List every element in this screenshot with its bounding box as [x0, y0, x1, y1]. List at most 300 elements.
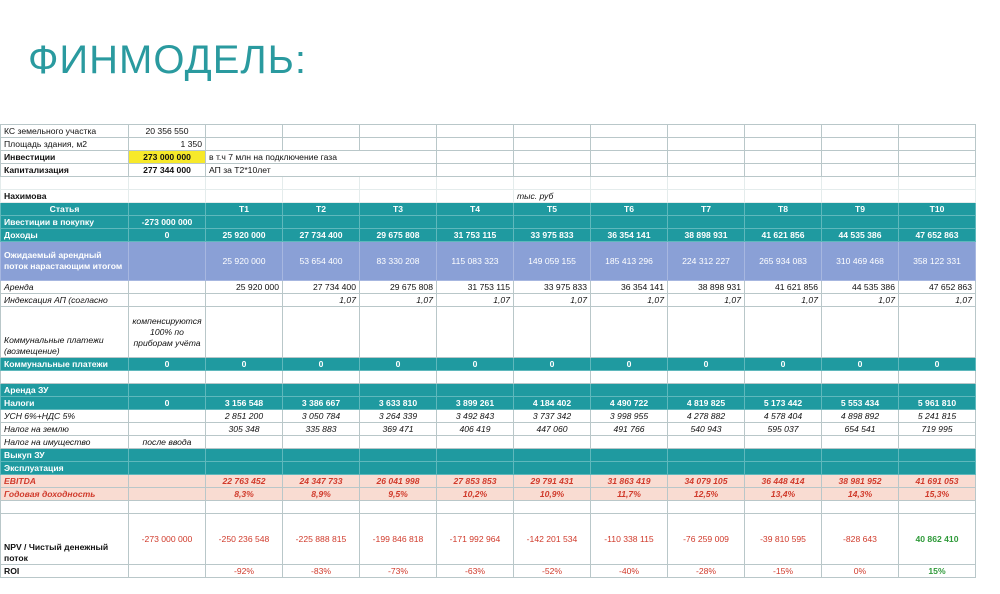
cell-value[interactable]: 8,9%: [283, 488, 360, 501]
empty-cell[interactable]: [514, 371, 591, 384]
cell-value[interactable]: 3 156 548: [206, 397, 283, 410]
empty-cell[interactable]: [437, 501, 514, 514]
empty-cell[interactable]: [899, 190, 976, 203]
cell-value[interactable]: 33 975 833: [514, 229, 591, 242]
cell-value[interactable]: 1,07: [514, 294, 591, 307]
empty-cell[interactable]: [129, 371, 206, 384]
header-period[interactable]: T10: [899, 203, 976, 216]
empty-cell[interactable]: [206, 501, 283, 514]
cell-value[interactable]: 1,07: [360, 294, 437, 307]
empty-cell[interactable]: [514, 462, 591, 475]
empty-cell[interactable]: [591, 462, 668, 475]
empty-cell[interactable]: [206, 462, 283, 475]
empty-cell[interactable]: [514, 164, 591, 177]
empty-cell[interactable]: [129, 423, 206, 436]
empty-cell[interactable]: [591, 138, 668, 151]
empty-cell[interactable]: [360, 307, 437, 358]
cell-value[interactable]: 47 652 863: [899, 281, 976, 294]
cell-value[interactable]: 0: [822, 358, 899, 371]
empty-cell[interactable]: [591, 216, 668, 229]
cell-value[interactable]: -199 846 818: [360, 514, 437, 565]
cell-value[interactable]: 13,4%: [745, 488, 822, 501]
empty-cell[interactable]: [668, 125, 745, 138]
cell-value[interactable]: 3 050 784: [283, 410, 360, 423]
cell-value[interactable]: -40%: [591, 565, 668, 578]
cell-value[interactable]: 2 851 200: [206, 410, 283, 423]
row-label[interactable]: Индексация АП (согласно: [1, 294, 129, 307]
empty-cell[interactable]: [283, 177, 360, 190]
row-label[interactable]: Выкуп ЗУ: [1, 449, 129, 462]
empty-cell[interactable]: [437, 164, 514, 177]
empty-cell[interactable]: [360, 436, 437, 449]
cell-value[interactable]: 25 920 000: [206, 229, 283, 242]
cell-value[interactable]: 0%: [822, 565, 899, 578]
empty-cell[interactable]: [437, 125, 514, 138]
empty-cell[interactable]: [745, 501, 822, 514]
cell-value[interactable]: 1,07: [591, 294, 668, 307]
empty-cell[interactable]: [591, 190, 668, 203]
empty-cell[interactable]: [822, 436, 899, 449]
empty-cell[interactable]: [360, 216, 437, 229]
cell-value[interactable]: 540 943: [668, 423, 745, 436]
cell-value[interactable]: 44 535 386: [822, 229, 899, 242]
cell-value[interactable]: 1,07: [745, 294, 822, 307]
empty-cell[interactable]: [899, 462, 976, 475]
empty-cell[interactable]: [668, 501, 745, 514]
empty-cell[interactable]: [745, 216, 822, 229]
cell-value[interactable]: 1 350: [129, 138, 206, 151]
cell-value[interactable]: 4 278 882: [668, 410, 745, 423]
cell-value[interactable]: -828 643: [822, 514, 899, 565]
cell-value[interactable]: 10,2%: [437, 488, 514, 501]
cell-value[interactable]: -250 236 548: [206, 514, 283, 565]
header-article[interactable]: Статья: [1, 203, 129, 216]
cell-value[interactable]: 447 060: [514, 423, 591, 436]
empty-cell[interactable]: [283, 462, 360, 475]
cell-note[interactable]: в т.ч 7 млн на подключение газа: [206, 151, 437, 164]
cell-value[interactable]: -39 810 595: [745, 514, 822, 565]
header-period[interactable]: T2: [283, 203, 360, 216]
cell-value[interactable]: -15%: [745, 565, 822, 578]
empty-cell[interactable]: [206, 371, 283, 384]
empty-cell[interactable]: [206, 436, 283, 449]
cell-value[interactable]: 10,9%: [514, 488, 591, 501]
empty-cell[interactable]: [822, 449, 899, 462]
empty-cell[interactable]: [668, 436, 745, 449]
empty-cell[interactable]: [899, 501, 976, 514]
empty-cell[interactable]: [514, 177, 591, 190]
empty-cell[interactable]: [745, 190, 822, 203]
empty-cell[interactable]: [591, 371, 668, 384]
empty-cell[interactable]: [668, 371, 745, 384]
cell-value[interactable]: 265 934 083: [745, 242, 822, 281]
empty-cell[interactable]: [1, 501, 129, 514]
empty-cell[interactable]: [745, 462, 822, 475]
cell-value[interactable]: 5 553 434: [822, 397, 899, 410]
cell-value[interactable]: 4 898 892: [822, 410, 899, 423]
cell-value[interactable]: -63%: [437, 565, 514, 578]
empty-cell[interactable]: [514, 138, 591, 151]
cell-value[interactable]: 0: [899, 358, 976, 371]
cell-value[interactable]: 53 654 400: [283, 242, 360, 281]
empty-cell[interactable]: [899, 177, 976, 190]
empty-cell[interactable]: [206, 177, 283, 190]
empty-cell[interactable]: [514, 307, 591, 358]
cell-value[interactable]: -92%: [206, 565, 283, 578]
empty-cell[interactable]: [129, 488, 206, 501]
cell-value[interactable]: 27 734 400: [283, 281, 360, 294]
row-label[interactable]: Налог на землю: [1, 423, 129, 436]
header-period[interactable]: T8: [745, 203, 822, 216]
cell-value[interactable]: 25 920 000: [206, 242, 283, 281]
empty-cell[interactable]: [822, 384, 899, 397]
cell-value[interactable]: 1,07: [899, 294, 976, 307]
row-label[interactable]: NPV / Чистый денежный поток: [1, 514, 129, 565]
cell-value[interactable]: -225 888 815: [283, 514, 360, 565]
cell-value[interactable]: 36 354 141: [591, 281, 668, 294]
cell-value[interactable]: 41 621 856: [745, 281, 822, 294]
empty-cell[interactable]: [899, 138, 976, 151]
empty-cell[interactable]: [745, 164, 822, 177]
empty-cell[interactable]: [745, 371, 822, 384]
cell-value[interactable]: 0: [668, 358, 745, 371]
empty-cell[interactable]: [668, 307, 745, 358]
empty-cell[interactable]: [899, 436, 976, 449]
empty-cell[interactable]: [822, 371, 899, 384]
row-label[interactable]: Ожидаемый арендный поток нарастающим итогом: [1, 242, 129, 281]
cell-value[interactable]: 305 348: [206, 423, 283, 436]
empty-cell[interactable]: [745, 177, 822, 190]
row-label[interactable]: Коммунальные платежи: [1, 358, 129, 371]
cell-value[interactable]: 38 981 952: [822, 475, 899, 488]
empty-cell[interactable]: [206, 216, 283, 229]
empty-cell[interactable]: [591, 436, 668, 449]
empty-cell[interactable]: [899, 151, 976, 164]
cell-label[interactable]: КС земельного участка: [1, 125, 129, 138]
empty-cell[interactable]: [437, 449, 514, 462]
cell-value[interactable]: 273 000 000: [129, 151, 206, 164]
empty-cell[interactable]: [745, 307, 822, 358]
cell-value[interactable]: 41 621 856: [745, 229, 822, 242]
empty-cell[interactable]: [899, 371, 976, 384]
empty-cell[interactable]: [360, 190, 437, 203]
empty-cell[interactable]: [129, 462, 206, 475]
empty-cell[interactable]: [899, 449, 976, 462]
cell-note[interactable]: АП за Т2*10лет: [206, 164, 437, 177]
empty-cell[interactable]: [283, 307, 360, 358]
empty-cell[interactable]: [514, 151, 591, 164]
cell-value[interactable]: 22 763 452: [206, 475, 283, 488]
cell-value[interactable]: -28%: [668, 565, 745, 578]
cell-value[interactable]: 0: [360, 358, 437, 371]
empty-cell[interactable]: [822, 164, 899, 177]
cell-value[interactable]: 0: [514, 358, 591, 371]
row-label[interactable]: Аренда ЗУ: [1, 384, 129, 397]
cell-value[interactable]: 277 344 000: [129, 164, 206, 177]
empty-cell[interactable]: [206, 449, 283, 462]
empty-cell[interactable]: [591, 501, 668, 514]
cell-value[interactable]: 14,3%: [822, 488, 899, 501]
empty-cell[interactable]: [129, 410, 206, 423]
empty-cell[interactable]: [745, 436, 822, 449]
cell-value[interactable]: -52%: [514, 565, 591, 578]
cell-value[interactable]: 0: [129, 229, 206, 242]
empty-cell[interactable]: [1, 371, 129, 384]
empty-cell[interactable]: [591, 307, 668, 358]
cell-value[interactable]: 224 312 227: [668, 242, 745, 281]
empty-cell[interactable]: [360, 371, 437, 384]
cell-value[interactable]: 654 541: [822, 423, 899, 436]
empty-cell[interactable]: [129, 475, 206, 488]
cell-value[interactable]: 41 691 053: [899, 475, 976, 488]
cell-value[interactable]: 3 264 339: [360, 410, 437, 423]
cell-value[interactable]: 1,07: [822, 294, 899, 307]
cell-value[interactable]: 0: [745, 358, 822, 371]
cell-value[interactable]: 26 041 998: [360, 475, 437, 488]
units-label[interactable]: тыс. руб: [514, 190, 591, 203]
cell-value[interactable]: 27 734 400: [283, 229, 360, 242]
empty-cell[interactable]: [745, 151, 822, 164]
empty-cell[interactable]: [206, 384, 283, 397]
empty-cell[interactable]: [283, 384, 360, 397]
empty-cell[interactable]: [437, 462, 514, 475]
empty-cell[interactable]: [822, 125, 899, 138]
empty-cell[interactable]: [129, 294, 206, 307]
cell-value[interactable]: 369 471: [360, 423, 437, 436]
row-label[interactable]: Доходы: [1, 229, 129, 242]
empty-cell[interactable]: [129, 190, 206, 203]
empty-cell[interactable]: [360, 501, 437, 514]
cell-value[interactable]: 27 853 853: [437, 475, 514, 488]
cell-note[interactable]: после ввода: [129, 436, 206, 449]
empty-cell[interactable]: [206, 294, 283, 307]
cell-value[interactable]: 491 766: [591, 423, 668, 436]
cell-value[interactable]: 8,3%: [206, 488, 283, 501]
cell-value[interactable]: 36 448 414: [745, 475, 822, 488]
cell-value[interactable]: 47 652 863: [899, 229, 976, 242]
empty-cell[interactable]: [591, 449, 668, 462]
cell-value[interactable]: 149 059 155: [514, 242, 591, 281]
cell-value[interactable]: 29 675 808: [360, 229, 437, 242]
empty-cell[interactable]: [437, 436, 514, 449]
empty-cell[interactable]: [899, 216, 976, 229]
header-period[interactable]: T7: [668, 203, 745, 216]
empty-cell[interactable]: [822, 501, 899, 514]
empty-cell[interactable]: [745, 384, 822, 397]
cell-value[interactable]: 34 079 105: [668, 475, 745, 488]
empty-cell[interactable]: [668, 449, 745, 462]
empty-cell[interactable]: [591, 384, 668, 397]
empty-cell[interactable]: [668, 216, 745, 229]
cell-value[interactable]: 24 347 733: [283, 475, 360, 488]
cell-value[interactable]: 1,07: [668, 294, 745, 307]
cell-value[interactable]: 9,5%: [360, 488, 437, 501]
empty-cell[interactable]: [822, 177, 899, 190]
row-label[interactable]: Налоги: [1, 397, 129, 410]
empty-cell[interactable]: [283, 449, 360, 462]
cell-value[interactable]: 719 995: [899, 423, 976, 436]
empty-cell[interactable]: [360, 125, 437, 138]
cell-value[interactable]: 335 883: [283, 423, 360, 436]
cell-value[interactable]: 12,5%: [668, 488, 745, 501]
cell-value[interactable]: 5 961 810: [899, 397, 976, 410]
cell-value[interactable]: 38 898 931: [668, 281, 745, 294]
empty-cell[interactable]: [360, 177, 437, 190]
empty-cell[interactable]: [514, 384, 591, 397]
cell-value[interactable]: 31 753 115: [437, 229, 514, 242]
empty-cell[interactable]: [129, 565, 206, 578]
empty-cell[interactable]: [437, 177, 514, 190]
cell-value[interactable]: -171 992 964: [437, 514, 514, 565]
cell-value[interactable]: 0: [437, 358, 514, 371]
cell-value[interactable]: 595 037: [745, 423, 822, 436]
empty-cell[interactable]: [283, 138, 360, 151]
cell-value[interactable]: 0: [129, 397, 206, 410]
empty-cell[interactable]: [591, 151, 668, 164]
cell-value[interactable]: 0: [283, 358, 360, 371]
empty-cell[interactable]: [360, 138, 437, 151]
cell-value[interactable]: 358 122 331: [899, 242, 976, 281]
header-period[interactable]: T9: [822, 203, 899, 216]
empty-cell[interactable]: [514, 125, 591, 138]
empty-cell[interactable]: [745, 449, 822, 462]
empty-cell[interactable]: [360, 449, 437, 462]
empty-cell[interactable]: [1, 177, 129, 190]
cell-value[interactable]: 44 535 386: [822, 281, 899, 294]
cell-label[interactable]: Инвестиции: [1, 151, 129, 164]
empty-cell[interactable]: [437, 151, 514, 164]
cell-value[interactable]: 3 737 342: [514, 410, 591, 423]
empty-cell[interactable]: [206, 190, 283, 203]
header-period[interactable]: T3: [360, 203, 437, 216]
header-period[interactable]: T4: [437, 203, 514, 216]
row-label[interactable]: ROI: [1, 565, 129, 578]
empty-cell[interactable]: [591, 177, 668, 190]
cell-value[interactable]: -76 259 009: [668, 514, 745, 565]
empty-cell[interactable]: [437, 190, 514, 203]
cell-value[interactable]: 31 753 115: [437, 281, 514, 294]
cell-value[interactable]: -110 338 115: [591, 514, 668, 565]
header-period[interactable]: T1: [206, 203, 283, 216]
empty-cell[interactable]: [822, 138, 899, 151]
empty-cell[interactable]: [129, 281, 206, 294]
empty-cell[interactable]: [668, 164, 745, 177]
cell-value[interactable]: 3 633 810: [360, 397, 437, 410]
empty-cell[interactable]: [437, 384, 514, 397]
empty-cell[interactable]: [822, 307, 899, 358]
cell-value[interactable]: 3 998 955: [591, 410, 668, 423]
cell-value[interactable]: 20 356 550: [129, 125, 206, 138]
cell-value[interactable]: 29 675 808: [360, 281, 437, 294]
empty-cell[interactable]: [360, 462, 437, 475]
empty-cell[interactable]: [283, 125, 360, 138]
row-label[interactable]: Коммунальные платежи (возмещение): [1, 307, 129, 358]
empty-cell[interactable]: [514, 449, 591, 462]
empty-cell[interactable]: [437, 371, 514, 384]
empty-cell[interactable]: [745, 125, 822, 138]
empty-cell[interactable]: [360, 384, 437, 397]
empty-cell[interactable]: [668, 462, 745, 475]
empty-cell[interactable]: [514, 436, 591, 449]
cell-value[interactable]: 0: [206, 358, 283, 371]
empty-cell[interactable]: [899, 125, 976, 138]
empty-cell[interactable]: [283, 436, 360, 449]
cell-value[interactable]: 1,07: [283, 294, 360, 307]
cell-value[interactable]: 38 898 931: [668, 229, 745, 242]
empty-cell[interactable]: [129, 203, 206, 216]
cell-value[interactable]: 11,7%: [591, 488, 668, 501]
cell-label[interactable]: Площадь здания, м2: [1, 138, 129, 151]
cell-value[interactable]: 83 330 208: [360, 242, 437, 281]
empty-cell[interactable]: [283, 190, 360, 203]
cell-label[interactable]: Капитализация: [1, 164, 129, 177]
empty-cell[interactable]: [206, 307, 283, 358]
row-label[interactable]: EBITDA: [1, 475, 129, 488]
cell-value[interactable]: 3 899 261: [437, 397, 514, 410]
cell-value[interactable]: 36 354 141: [591, 229, 668, 242]
header-period[interactable]: T6: [591, 203, 668, 216]
cell-value[interactable]: 115 083 323: [437, 242, 514, 281]
empty-cell[interactable]: [129, 501, 206, 514]
empty-cell[interactable]: [129, 177, 206, 190]
cell-value[interactable]: 0: [591, 358, 668, 371]
empty-cell[interactable]: [437, 307, 514, 358]
empty-cell[interactable]: [822, 462, 899, 475]
empty-cell[interactable]: [899, 307, 976, 358]
cell-value[interactable]: 15,3%: [899, 488, 976, 501]
cell-value[interactable]: -73%: [360, 565, 437, 578]
cell-value[interactable]: -273 000 000: [129, 216, 206, 229]
empty-cell[interactable]: [283, 216, 360, 229]
empty-cell[interactable]: [283, 371, 360, 384]
row-label[interactable]: Налог на имущество: [1, 436, 129, 449]
empty-cell[interactable]: [668, 151, 745, 164]
empty-cell[interactable]: [668, 138, 745, 151]
cell-value[interactable]: 4 578 404: [745, 410, 822, 423]
empty-cell[interactable]: [668, 384, 745, 397]
empty-cell[interactable]: [668, 177, 745, 190]
header-period[interactable]: T5: [514, 203, 591, 216]
empty-cell[interactable]: [745, 138, 822, 151]
row-label[interactable]: Годовая доходность: [1, 488, 129, 501]
cell-value[interactable]: 3 386 667: [283, 397, 360, 410]
empty-cell[interactable]: [591, 125, 668, 138]
cell-value[interactable]: 15%: [899, 565, 976, 578]
row-label[interactable]: Аренда: [1, 281, 129, 294]
cell-value[interactable]: -142 201 534: [514, 514, 591, 565]
cell-value[interactable]: 40 862 410: [899, 514, 976, 565]
empty-cell[interactable]: [206, 138, 283, 151]
empty-cell[interactable]: [822, 190, 899, 203]
location-label[interactable]: Нахимова: [1, 190, 129, 203]
cell-value[interactable]: 29 791 431: [514, 475, 591, 488]
cell-value[interactable]: -83%: [283, 565, 360, 578]
cell-value[interactable]: -273 000 000: [129, 514, 206, 565]
empty-cell[interactable]: [283, 501, 360, 514]
empty-cell[interactable]: [822, 151, 899, 164]
cell-note[interactable]: компенсируются 100% по приборам учёта: [129, 307, 206, 358]
empty-cell[interactable]: [822, 216, 899, 229]
empty-cell[interactable]: [899, 164, 976, 177]
empty-cell[interactable]: [129, 384, 206, 397]
empty-cell[interactable]: [514, 216, 591, 229]
row-label[interactable]: Ивестиции в покупку: [1, 216, 129, 229]
empty-cell[interactable]: [668, 190, 745, 203]
empty-cell[interactable]: [129, 242, 206, 281]
row-label[interactable]: Эксплуатация: [1, 462, 129, 475]
empty-cell[interactable]: [437, 216, 514, 229]
cell-value[interactable]: 4 819 825: [668, 397, 745, 410]
